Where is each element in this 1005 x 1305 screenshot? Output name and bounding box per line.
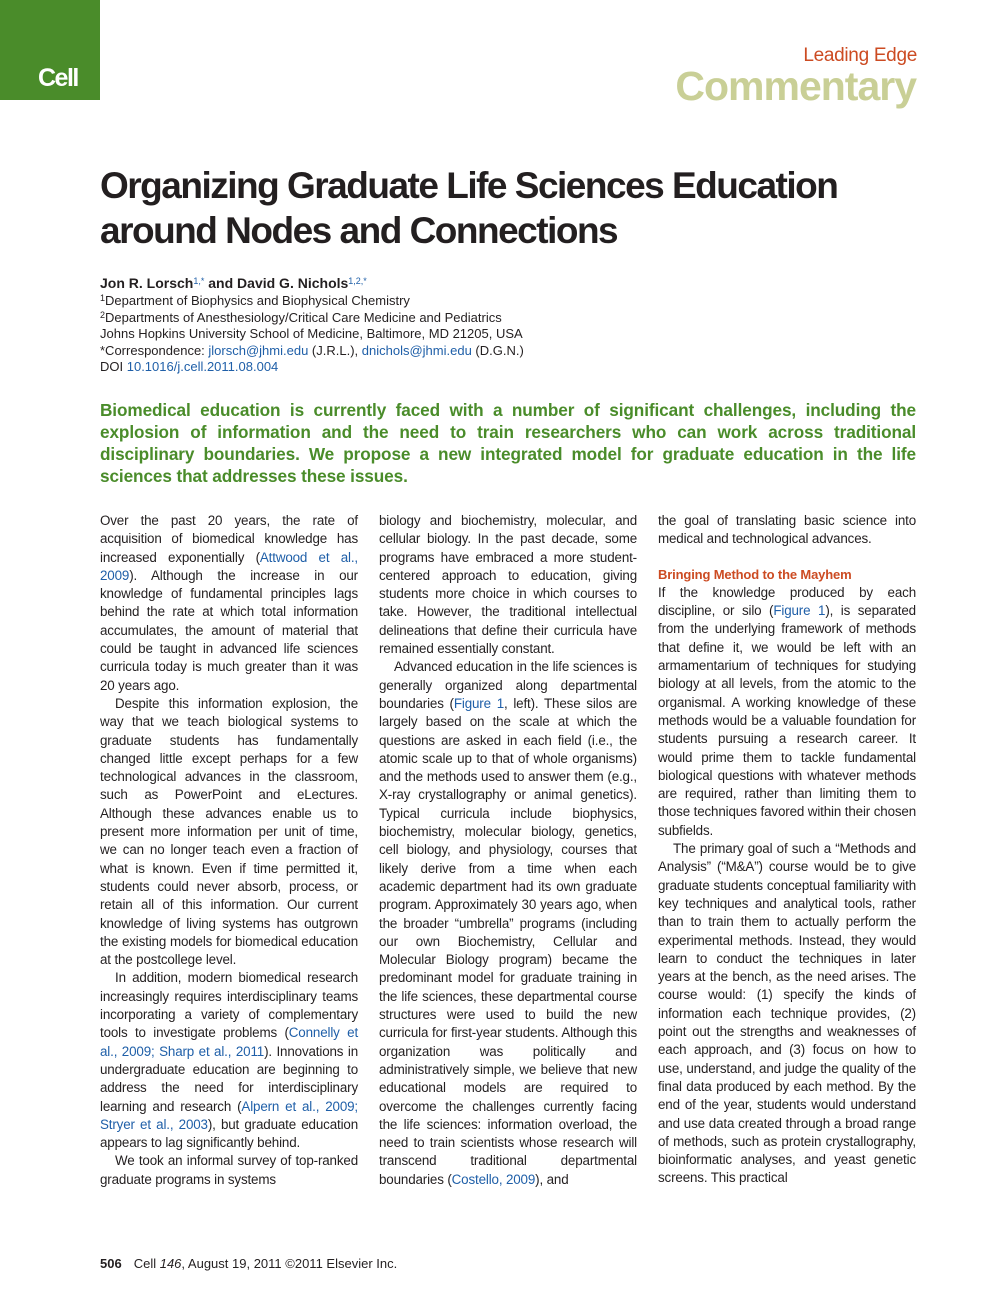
email-link-1[interactable]: jlorsch@jhmi.edu [208, 342, 309, 358]
paragraph-text: ), and [535, 1171, 569, 1187]
body-column-3 [658, 512, 916, 1188]
author-names [100, 275, 524, 292]
page-number: 506 [100, 1256, 122, 1271]
paragraph-text: Over the past 20 years, the rate of acquisition of biomedical knowledge has increased exponentially ( [100, 513, 358, 565]
paragraph [658, 584, 916, 840]
author-1: Jon R. Lorsch [100, 275, 194, 291]
journal-logo-text: Cell [38, 64, 78, 92]
citation-link[interactable]: Alpern et al., 2009; Stryer et al., 2003 [100, 1098, 358, 1132]
page-footer [100, 1256, 397, 1271]
footer-date-copyright: , August 19, 2011 ©2011 Elsevier Inc. [181, 1256, 398, 1271]
email-2-initials: (D.G.N.) [471, 342, 524, 358]
doi-link[interactable]: 10.1016/j.cell.2011.08.004 [126, 359, 279, 374]
paragraph [379, 658, 637, 1189]
paragraph-text: ). Innovations in undergraduate education are beginning to address the need for interdisciplinary learning and research ( [100, 1043, 358, 1114]
body-column-2 [379, 512, 637, 1189]
author-block [100, 275, 524, 376]
paragraph-text: , left). These silos are largely based on the scale at which the questions are asked in each field (i.e., the atomic scale up to that of whole organisms) and the methods used to answer them (e.g., X-ray crystallography or animal genetics). Typical curricula include biophysics, biochemistry, molecular biology, genetics, cell biology, and physiology, courses that likely derive from a time when each academic department had its own graduate program. Approximately 30 years ago, when the broader “umbrella” programs (including our own Biochemistry, Cellular and Molecular Biology program) became the predominant model for graduate training in the life sciences, these departmental course structures were used to build the new curricula for first-year students. Although this organization was politically and administratively simple, we believe that new educational models are required to overcome the challenges currently facing the life sciences: information overload, the need to train scientists whose research will transcend traditional departmental boundaries ( [379, 695, 637, 1187]
figure-link[interactable]: Figure 1 [773, 603, 826, 619]
paragraph: the goal of translating basic science into medical and technological advances. [658, 513, 916, 547]
article-type: Commentary [675, 63, 916, 109]
affiliation-2 [100, 310, 524, 327]
body-column-1 [100, 512, 358, 1189]
correspondence-label: *Correspondence: [100, 342, 209, 358]
doi-line [100, 359, 524, 376]
paragraph [100, 512, 358, 695]
paragraph: Despite this information explosion, the way that we teach biological systems to graduate students has fundamentally changed little except perhaps for a few technological advances in the classroom, such as PowerPoint and eLectures. Although these advances enable us to present more information per unit of time, we can no longer teach even a fraction of what is known. Even if time permitted it, students could never absorb, process, or retain all of this information. Our current knowledge of living systems has outgrown the existing models for biomedical education at the postcollege level. [100, 695, 358, 968]
paragraph: The primary goal of such a “Methods and Analysis” (“M&A”) course would be to give graduate students conceptual familiarity with key techniques and analytical tools, rather than to train them to actually perform the experimental methods. Instead, they would learn to conduct the techniques in later years at the bench, as the need arises. The course would: (1) specify the kinds of information each technique provides, (2) point out the strengths and weaknesses of each approach, and (3) focus on how to use, understand, and judge the quality of the final data produced by each method. By the end of the year, students would understand and use data created through a broad range of methods, such as protein crystallography, bioinformatic analyses, and yeast genetic screens. This practical [658, 841, 916, 1186]
footer-volume: 146 [159, 1256, 182, 1271]
paragraph-text: If the knowledge produced by each discipline, or silo ( [658, 584, 916, 619]
affiliation-1-text: Department of Biophysics and Biophysical Chemistry [105, 293, 410, 308]
paragraph-text: Advanced education in the life sciences is generally organized along departmental boundaries ( [379, 659, 637, 711]
journal-logo [0, 0, 100, 100]
email-1-initials: (J.R.L.), [308, 342, 362, 358]
paragraph-text: In addition, modern biomedical research increasingly requires interdisciplinary teams incorporating a variety of complementary tools to investigate problems ( [100, 970, 358, 1041]
citation-link[interactable]: Connelly et al., 2009; Sharp et al., 2011 [100, 1025, 359, 1059]
paragraph-text: ), is separated from the underlying framework of methods that define it, we would be left with an armamentarium of techniques for studying biology at all levels, from the atomic to the organismal. A working knowledge of these methods would be a valuable foundation for students pursuing a research career. It would prime them to tackle fundamental biological questions with whatever methods are required, rather than limiting them to those techniques favored within their chosen subfields. [658, 603, 916, 838]
author-and: and [204, 275, 238, 291]
author-1-affiliation-marks[interactable]: 1,* [193, 276, 205, 286]
section-label: Leading Edge [803, 45, 917, 66]
paragraph: biology and biochemistry, molecular, and cellular biology. In the past decade, some programs have embraced a more student-centered approach to education, giving students more choice in which courses to take. However, the traditional intellectual delineations that define their curricula have remained essentially constant. [379, 513, 637, 657]
citation-link[interactable]: Attwood et al., 2009 [100, 549, 358, 583]
citation-link[interactable]: Costello, 2009 [451, 1171, 536, 1187]
abstract: Biomedical education is currently faced with a number of significant challenges, including the explosion of information and the need to train researchers who can work across traditional disciplinary boundaries. We propose a new integrated model for graduate education in the life sciences that addresses these issues. [100, 400, 916, 486]
affiliation-1-number: 1 [100, 293, 106, 303]
affiliation-3: Johns Hopkins University School of Medicine, Baltimore, MD 21205, USA [100, 326, 523, 341]
paragraph-text: ). Although the increase in our knowledge of fundamental principles lags behind the rate at which total information accumulates, the amount of material that could be taught in advanced life sciences curricula today is much greater than it was 20 years ago. [100, 567, 358, 693]
footer-journal: Cell [133, 1256, 160, 1271]
paragraph: We took an informal survey of top-ranked graduate programs in systems [100, 1153, 358, 1187]
affiliation-1 [100, 293, 524, 310]
section-heading: Bringing Method to the Mayhem [658, 566, 852, 582]
article-title: Organizing Graduate Life Sciences Education around Nodes and Connections [100, 165, 838, 251]
doi-label: DOI [100, 359, 127, 374]
affiliation-2-text: Departments of Anesthesiology/Critical Care Medicine and Pediatrics [105, 309, 502, 325]
author-2: David G. Nichols [237, 275, 349, 291]
author-2-affiliation-marks[interactable]: 1,2,* [348, 276, 367, 286]
paragraph [100, 969, 358, 1152]
email-link-2[interactable]: dnichols@jhmi.edu [361, 342, 472, 358]
paragraph-text: ), but graduate education appears to lag significantly behind. [100, 1116, 358, 1151]
affiliation-2-number: 2 [100, 309, 106, 320]
correspondence [100, 343, 524, 360]
figure-link[interactable]: Figure 1 [453, 695, 504, 711]
